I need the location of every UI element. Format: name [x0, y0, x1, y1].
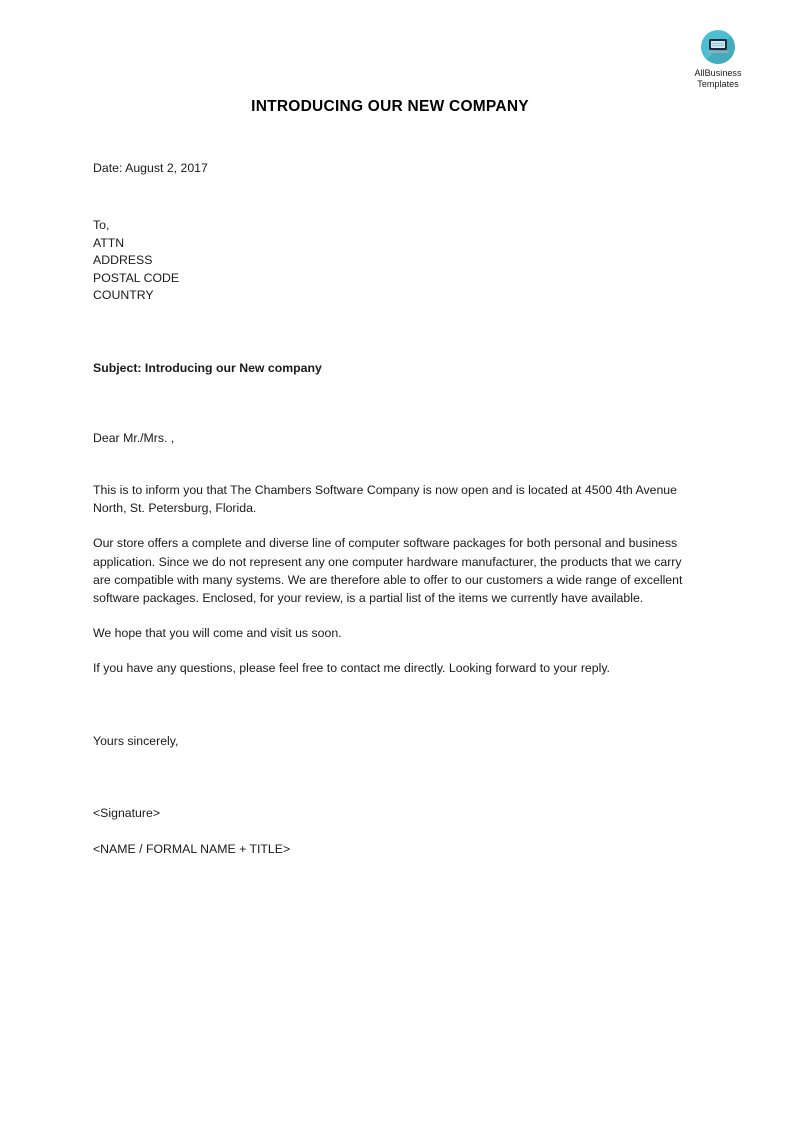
subject-line: Subject: Introducing our New company — [93, 361, 322, 375]
page-title: INTRODUCING OUR NEW COMPANY — [251, 98, 529, 115]
recipient-line: To, — [93, 218, 110, 232]
recipient-line: COUNTRY — [93, 288, 154, 303]
laptop-display — [711, 41, 726, 49]
brand-name — [676, 68, 760, 89]
signature-placeholder: <Signature> — [93, 806, 161, 820]
body-paragraph: Our store offers a complete and diverse line of computer software packages for both personal and business application. Since we do not represent any one computer hardware manufacturer, the products that we carry are compatible with many systems. We are therefore able to offer to our customers a wide range of excellent software packages. Enclosed, for your review, is a partial list of the items we currently have available. — [93, 536, 683, 606]
letter-body — [93, 481, 687, 695]
brand-line-2: Templates — [697, 78, 739, 89]
salutation: Dear Mr./Mrs. , — [93, 431, 175, 445]
recipient-line: POSTAL CODE — [93, 270, 180, 285]
date-line: Date: August 2, 2017 — [93, 161, 208, 175]
recipient-address-block — [93, 217, 179, 305]
body-paragraph: If you have any questions, please feel free to contact me directly. Looking forward to your reply. — [93, 661, 610, 676]
brand-line-1: AllBusiness — [694, 68, 742, 78]
name-title-placeholder: <NAME / FORMAL NAME + TITLE> — [93, 842, 291, 856]
laptop-glyph — [707, 39, 729, 55]
laptop-icon — [701, 30, 735, 64]
closing-line: Yours sincerely, — [93, 734, 179, 748]
laptop-base — [707, 51, 729, 54]
body-paragraph: This is to inform you that The Chambers Software Company is now open and is located at 4500 4th Avenue North, St. Petersburg, Florida. — [93, 483, 677, 516]
laptop-screen — [709, 39, 727, 50]
recipient-line: ADDRESS — [93, 253, 153, 268]
recipient-line: ATTN — [93, 235, 125, 250]
body-paragraph: We hope that you will come and visit us soon. — [93, 626, 342, 641]
brand-logo — [676, 30, 760, 89]
